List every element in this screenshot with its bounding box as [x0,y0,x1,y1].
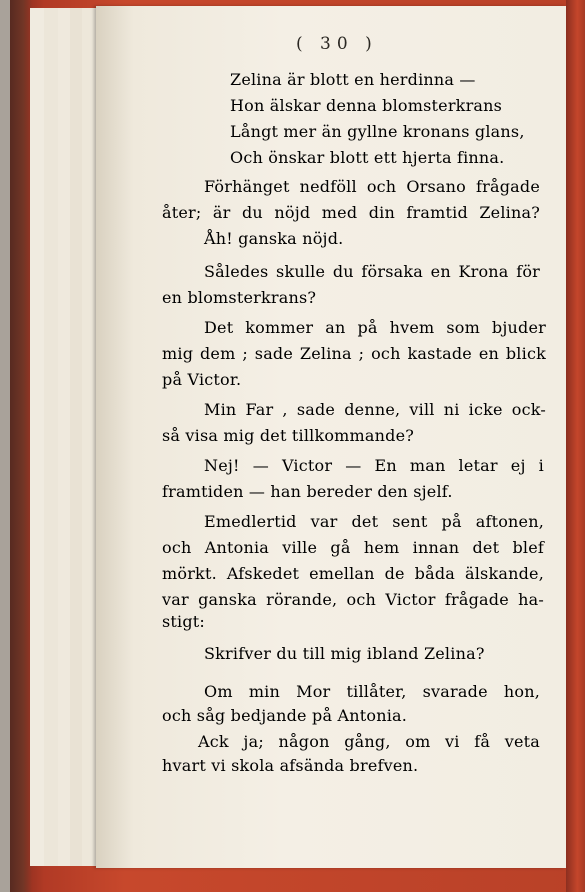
text-line: på Victor. [162,370,242,389]
text-line: och såg bedjande på Antonia. [162,706,408,725]
text-line: och Antonia ville gå hem innan det blef [162,538,544,557]
text-line: Hon älskar denna blomsterkrans [230,96,503,115]
text-line: Och önskar blott ett hjerta finna. [230,148,505,167]
text-line: Skrifver du till mig ibland Zelina? [204,644,485,663]
text-line: Zelina är blott en herdinna — [230,70,476,89]
text-line: Om min Mor tillåter, svarade hon, [204,682,540,701]
text-line: Långt mer än gyllne kronans glans, [230,122,525,141]
text-line: åter; är du nöjd med din framtid Zelina? [162,203,540,222]
text-line: Min Far , sade denne, vill ni icke ock- [204,400,546,419]
text-line: hvart vi skola afsända brefven. [162,756,419,775]
text-line: Det kommer an på hvem som bjuder [204,318,546,337]
text-line: framtiden — han bereder den sjelf. [162,482,453,501]
text-line: Således skulle du försaka en Krona för [204,262,540,281]
page-number-header: ( 30 ) [296,34,378,54]
text-line: mörkt. Afskedet emellan de båda älskande, [162,564,544,583]
text-line: Ack ja; någon gång, om vi få veta [198,732,540,751]
text-line: Förhänget nedföll och Orsano frågade [204,177,540,196]
text-line: var ganska rörande, och Victor frågade ha- [162,590,544,609]
cover-right-edge [566,0,585,892]
text-line: Emedlertid var det sent på aftonen, [204,512,544,531]
text-line: mig dem ; sade Zelina ; och kastade en blick [162,344,546,363]
text-line: en blomsterkrans? [162,288,317,307]
spine-shadow [10,0,32,892]
text-line: stigt: [162,612,206,631]
text-line: Nej! — Victor — En man letar ej i [204,456,544,475]
text-line: Åh! ganska nöjd. [204,229,344,248]
text-line: så visa mig det tillkommande? [162,426,415,445]
